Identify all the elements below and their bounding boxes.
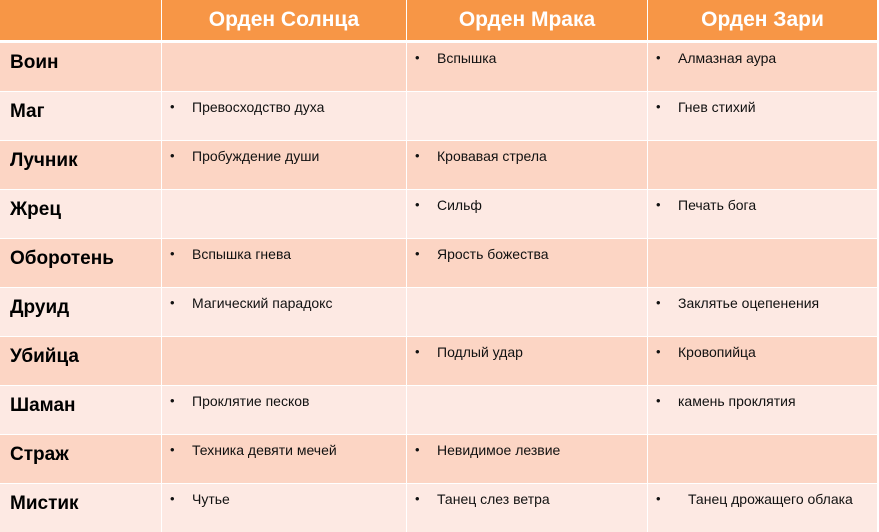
row-class-name: Лучник: [0, 140, 161, 189]
skill-cell: [647, 385, 877, 434]
skill-cell: [647, 336, 877, 385]
skill-list-item: [648, 92, 877, 117]
skill-list-item: [648, 288, 877, 313]
row-class-name: Маг: [0, 91, 161, 140]
skill-name: Танец дрожащего облака: [688, 491, 853, 507]
skill-cell: [161, 238, 406, 287]
header-order-sun: Орден Солнца: [161, 0, 406, 42]
skill-name: Невидимое лезвие: [437, 442, 561, 458]
bullet-icon: •: [656, 99, 661, 114]
skill-cell: [406, 42, 647, 91]
bullet-icon: •: [415, 197, 420, 212]
table-row: [0, 385, 877, 434]
skill-list-item: [648, 386, 877, 411]
skill-cell: [647, 42, 877, 91]
skill-list-item: [407, 337, 647, 362]
skill-name: Танец слез ветра: [437, 491, 550, 507]
skill-list-item: [407, 239, 647, 264]
skill-cell: [161, 336, 406, 385]
bullet-icon: •: [656, 197, 661, 212]
skill-name: Техника девяти мечей: [192, 442, 337, 458]
skill-cell: [406, 385, 647, 434]
skill-list-item: [162, 386, 406, 411]
skill-list-item: [162, 239, 406, 264]
skill-list-item: [162, 435, 406, 460]
skill-name: Кровопийца: [678, 344, 756, 360]
skill-cell: [647, 238, 877, 287]
skill-name: Магический парадокс: [192, 295, 333, 311]
skill-cell: [161, 385, 406, 434]
skill-cell: [161, 434, 406, 483]
skill-list-item: [162, 484, 406, 509]
skill-name: Гнев стихий: [678, 99, 756, 115]
skill-name: Сильф: [437, 197, 482, 213]
row-class-name: Друид: [0, 287, 161, 336]
table-row: [0, 336, 877, 385]
skill-name: Подлый удар: [437, 344, 523, 360]
skill-cell: [161, 189, 406, 238]
skill-list-item: [407, 141, 647, 166]
bullet-icon: •: [415, 148, 420, 163]
row-class-name: Страж: [0, 434, 161, 483]
bullet-icon: •: [170, 99, 175, 114]
row-class-name: Мистик: [0, 483, 161, 532]
skill-cell: [647, 189, 877, 238]
table-row: [0, 140, 877, 189]
skill-name: камень проклятия: [678, 393, 796, 409]
skill-cell: [406, 91, 647, 140]
header-order-dawn: Орден Зари: [647, 0, 877, 42]
table-row: [0, 91, 877, 140]
bullet-icon: •: [656, 393, 661, 408]
skill-cell: [161, 483, 406, 532]
skill-cell: [647, 483, 877, 532]
skill-cell: [406, 336, 647, 385]
row-class-name: Убийца: [0, 336, 161, 385]
bullet-icon: •: [170, 295, 175, 310]
bullet-icon: •: [415, 442, 420, 457]
row-class-name: Воин: [0, 42, 161, 91]
bullet-icon: •: [415, 246, 420, 261]
skill-cell: [406, 189, 647, 238]
header-order-dark: Орден Мрака: [406, 0, 647, 42]
skill-cell: [647, 287, 877, 336]
skill-cell: [161, 42, 406, 91]
bullet-icon: •: [656, 295, 661, 310]
skill-name: Ярость божества: [437, 246, 549, 262]
row-class-name: Шаман: [0, 385, 161, 434]
skill-list-item: [162, 92, 406, 117]
skill-cell: [406, 483, 647, 532]
skill-cell: [161, 287, 406, 336]
skill-cell: [647, 91, 877, 140]
bullet-icon: •: [656, 344, 661, 359]
skill-name: Печать бога: [678, 197, 757, 213]
bullet-icon: •: [415, 50, 420, 65]
bullet-icon: •: [170, 442, 175, 457]
table-row: [0, 483, 877, 532]
header-corner: [0, 0, 161, 42]
skill-name: Чутье: [192, 491, 230, 507]
table-body: [0, 42, 877, 532]
header-row: [0, 0, 877, 42]
skill-cell: [406, 140, 647, 189]
skill-list-item: [407, 190, 647, 215]
skill-list-item: [648, 337, 877, 362]
skill-cell: [647, 434, 877, 483]
skill-name: Пробуждение души: [192, 148, 320, 164]
skill-cell: [406, 434, 647, 483]
bullet-icon: •: [170, 246, 175, 261]
skill-cell: [647, 140, 877, 189]
table-row: [0, 189, 877, 238]
skill-name: Проклятие песков: [192, 393, 310, 409]
bullet-icon: •: [656, 50, 661, 65]
skill-list-item: [648, 190, 877, 215]
bullet-icon: •: [170, 148, 175, 163]
table-row: [0, 434, 877, 483]
table-row: [0, 238, 877, 287]
skill-list-item: [162, 141, 406, 166]
bullet-icon: •: [415, 491, 420, 506]
skill-name: Кровавая стрела: [437, 148, 547, 164]
table-row: [0, 42, 877, 91]
bullet-icon: •: [415, 344, 420, 359]
skill-cell: [406, 287, 647, 336]
skill-cell: [406, 238, 647, 287]
skill-cell: [161, 140, 406, 189]
skill-name: Вспышка гнева: [192, 246, 292, 262]
skill-list-item: [407, 435, 647, 460]
skill-cell: [161, 91, 406, 140]
bullet-icon: •: [170, 491, 175, 506]
skill-list-item: [648, 43, 877, 68]
row-class-name: Оборотень: [0, 238, 161, 287]
skill-name: Вспышка: [437, 50, 497, 66]
skill-list-item: [648, 484, 877, 509]
skill-name: Заклятье оцепенения: [678, 295, 820, 311]
skill-list-item: [407, 484, 647, 509]
bullet-icon: •: [656, 491, 661, 506]
skill-name: Превосходство духа: [192, 99, 325, 115]
skill-list-item: [407, 43, 647, 68]
row-class-name: Жрец: [0, 189, 161, 238]
skill-name: Алмазная аура: [678, 50, 777, 66]
skill-list-item: [162, 288, 406, 313]
bullet-icon: •: [170, 393, 175, 408]
table-row: [0, 287, 877, 336]
